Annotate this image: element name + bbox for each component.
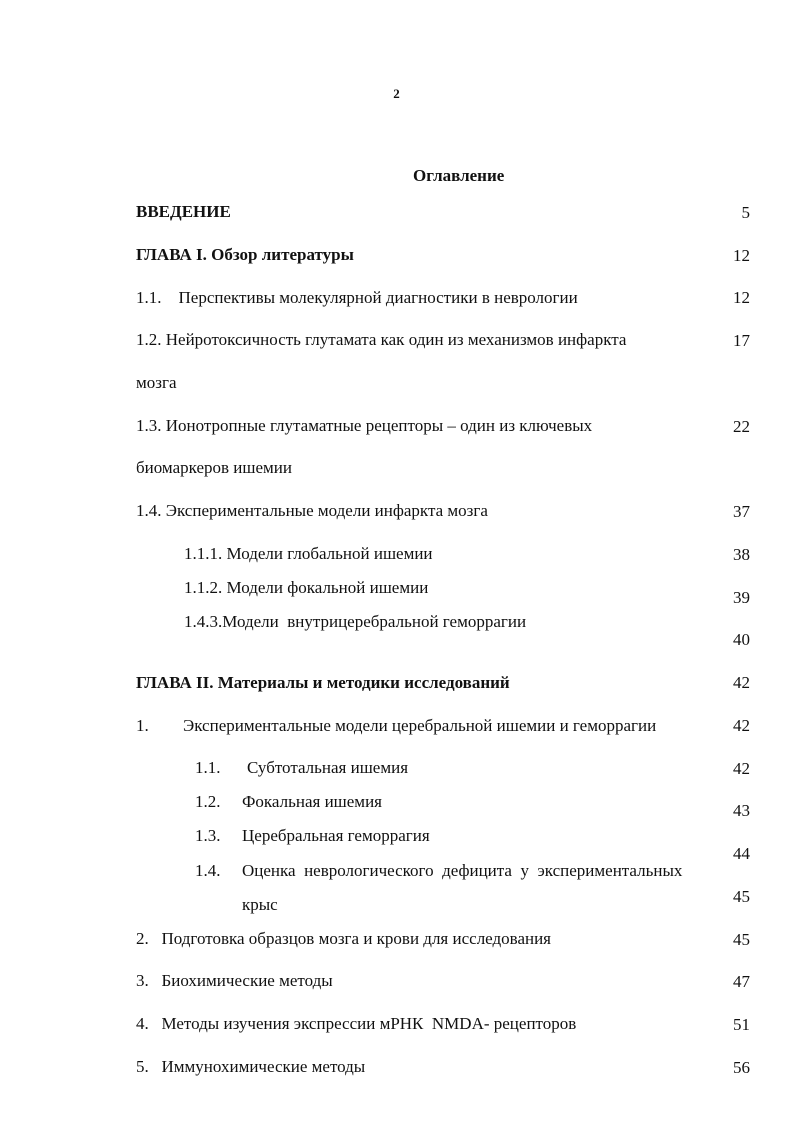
toc-entry-2-3: 3. Биохимические методы — [136, 971, 333, 990]
toc-entry-2-2: 2. Подготовка образцов мозга и крови для исследования — [136, 929, 552, 948]
toc-entry-2-5: 5. Иммунохимические методы — [136, 1057, 366, 1076]
toc-page-number: 5 — [741, 203, 750, 222]
toc-page-number: 44 — [733, 844, 750, 863]
toc-page-number: 56 — [733, 1058, 750, 1077]
toc-chapter-2: ГЛАВА II. Материалы и методики исследований — [136, 673, 510, 692]
toc-page-number: 12 — [733, 288, 750, 307]
toc-page-number: 37 — [733, 502, 750, 521]
toc-entry-1-1: 1.1. Перспективы молекулярной диагностики в неврологии — [136, 288, 578, 307]
toc-page-number: 17 — [733, 331, 750, 350]
toc-entry-2-1-1: Субтотальная ишемия — [247, 758, 409, 777]
toc-entry-1-1-1: 1.1.1. Модели глобальной ишемии — [184, 544, 433, 563]
toc-page-number: 47 — [733, 972, 750, 991]
toc-entry-1-4: 1.4. Экспериментальные модели инфаркта мозга — [136, 501, 488, 520]
toc-item-number: 1. — [136, 716, 149, 735]
toc-entry-1-3-cont: биомаркеров ишемии — [136, 458, 292, 477]
toc-entry-1-3: 1.3. Ионотропные глутаматные рецепторы – один из ключевых — [136, 416, 593, 435]
toc-entry-1-1-2: 1.1.2. Модели фокальной ишемии — [184, 578, 429, 597]
toc-page-number: 45 — [733, 887, 750, 906]
toc-entry-2-1-4-cont: крыс — [242, 895, 278, 914]
toc-page-number: 43 — [733, 801, 750, 820]
toc-item-number: 1.3. — [195, 826, 221, 845]
toc-page-number: 39 — [733, 588, 750, 607]
toc-item-number: 1.2. — [195, 792, 221, 811]
toc-entry-2-1: Экспериментальные модели церебральной ишемии и геморрагии — [183, 716, 657, 735]
toc-chapter-1: ГЛАВА I. Обзор литературы — [136, 245, 354, 264]
toc-entry-2-1-4: Оценка неврологического дефицита у экспериментальных — [242, 861, 683, 880]
toc-entry-intro: ВВЕДЕНИЕ — [136, 202, 231, 221]
toc-page-number: 22 — [733, 417, 750, 436]
toc-page-number: 42 — [733, 716, 750, 735]
page-number: 2 — [393, 86, 400, 101]
toc-item-number: 1.1. — [195, 758, 221, 777]
toc-entry-2-4: 4. Методы изучения экспрессии мРНК NMDA- рецепторов — [136, 1014, 577, 1033]
toc-page-number: 38 — [733, 545, 750, 564]
toc-entry-2-1-3: Церебральная геморрагия — [242, 826, 430, 845]
toc-page-number: 51 — [733, 1015, 750, 1034]
toc-page-number: 40 — [733, 630, 750, 649]
toc-item-number: 1.4. — [195, 861, 221, 880]
toc-page-number: 12 — [733, 246, 750, 265]
toc-page-number: 42 — [733, 759, 750, 778]
toc-entry-1-4-3: 1.4.3.Модели внутрицеребральной геморрагии — [184, 612, 527, 631]
toc-entry-1-2: 1.2. Нейротоксичность глутамата как один из механизмов инфаркта — [136, 330, 627, 349]
toc-page-number: 42 — [733, 673, 750, 692]
toc-entry-1-2-cont: мозга — [136, 373, 177, 392]
toc-page-number: 45 — [733, 930, 750, 949]
toc-entry-2-1-2: Фокальная ишемия — [242, 792, 382, 811]
toc-title: Оглавление — [413, 166, 505, 185]
